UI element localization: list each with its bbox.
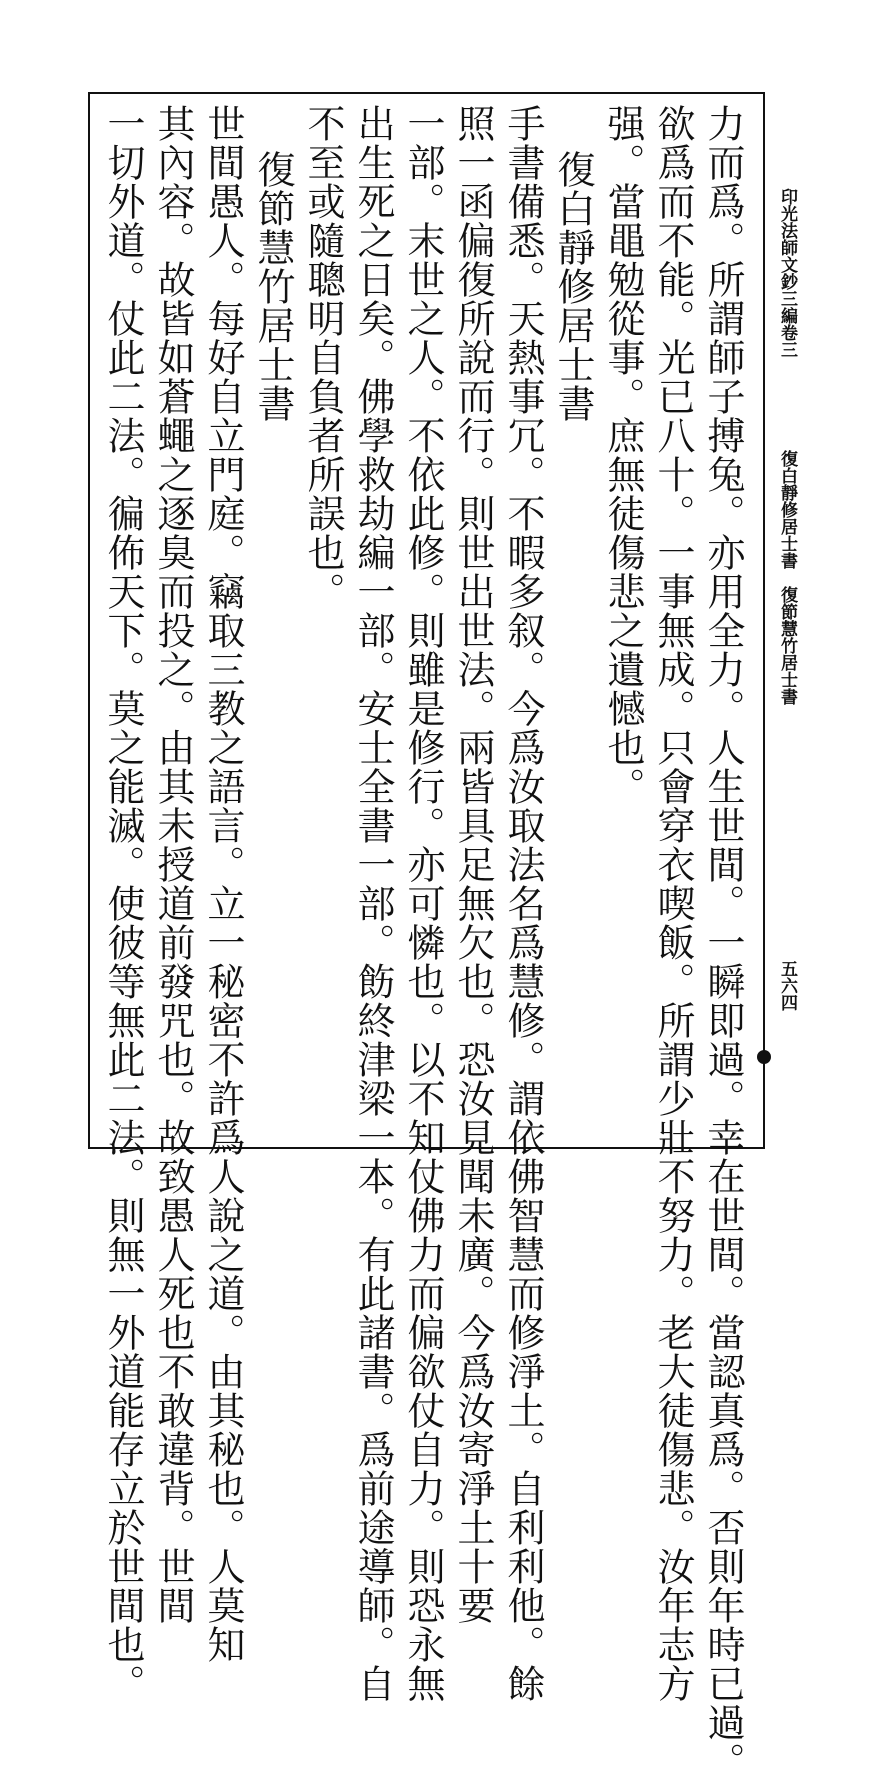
text-column-7: 一部。末世之人。不依此修。則雖是修行。亦可憐也。以不知仗佛力而偏欲仗自力。則恐永無: [401, 104, 445, 1703]
text-column-9: 不至或隨聰明自負者所誤也。: [301, 104, 345, 611]
text-column-6: 照一函偏復所說而行。則世出世法。兩皆具足無欠也。恐汝見聞未廣。今爲汝寄淨土十要: [451, 104, 495, 1625]
ink-dot: [757, 1050, 771, 1064]
margin-rule: [763, 92, 765, 1147]
running-header-sections: 復白靜修居士書 復節慧竹居士書: [777, 450, 797, 705]
page-number: 五六四: [777, 960, 797, 1011]
text-column-5: 手書備悉。天熱事冗。不暇多叙。今爲汝取法名爲慧修。謂依佛智慧而修淨土。自利利他。餘: [501, 104, 545, 1703]
letter-title-2: 復節慧竹居士書: [251, 150, 295, 423]
letter-title-1: 復白靜修居士書: [551, 150, 595, 423]
text-column-3: 强。當黽勉從事。庶無徒傷悲之遺憾也。: [601, 104, 645, 806]
text-column-2: 欲爲而不能。光已八十。一事無成。只會穿衣喫飯。所謂少壯不努力。老大徒傷悲。汝年志方: [651, 104, 695, 1703]
text-column-8: 出生死之日矣。佛學救劫編一部。安士全書一部。飭終津梁一本。有此諸書。爲前途導師。自: [351, 104, 395, 1703]
running-header-title: 印光法師文鈔三編卷三: [777, 188, 797, 358]
text-column-11: 世間愚人。每好自立門庭。竊取三教之語言。立一秘密不許爲人說之道。由其秘也。人莫知: [201, 104, 245, 1664]
text-column-1: 力而爲。所謂師子搏兔。亦用全力。人生世間。一瞬即過。幸在世間。當認真爲。否則年時已過。: [701, 104, 745, 1781]
text-column-12: 其內容。故皆如蒼蠅之逐臭而投之。由其未授道前發咒也。故致愚人死也不敢違背。世間: [151, 104, 195, 1625]
text-column-13: 一切外道。仗此二法。徧佈天下。莫之能滅。使彼等無此二法。則無一外道能存立於世間也。: [101, 104, 145, 1703]
